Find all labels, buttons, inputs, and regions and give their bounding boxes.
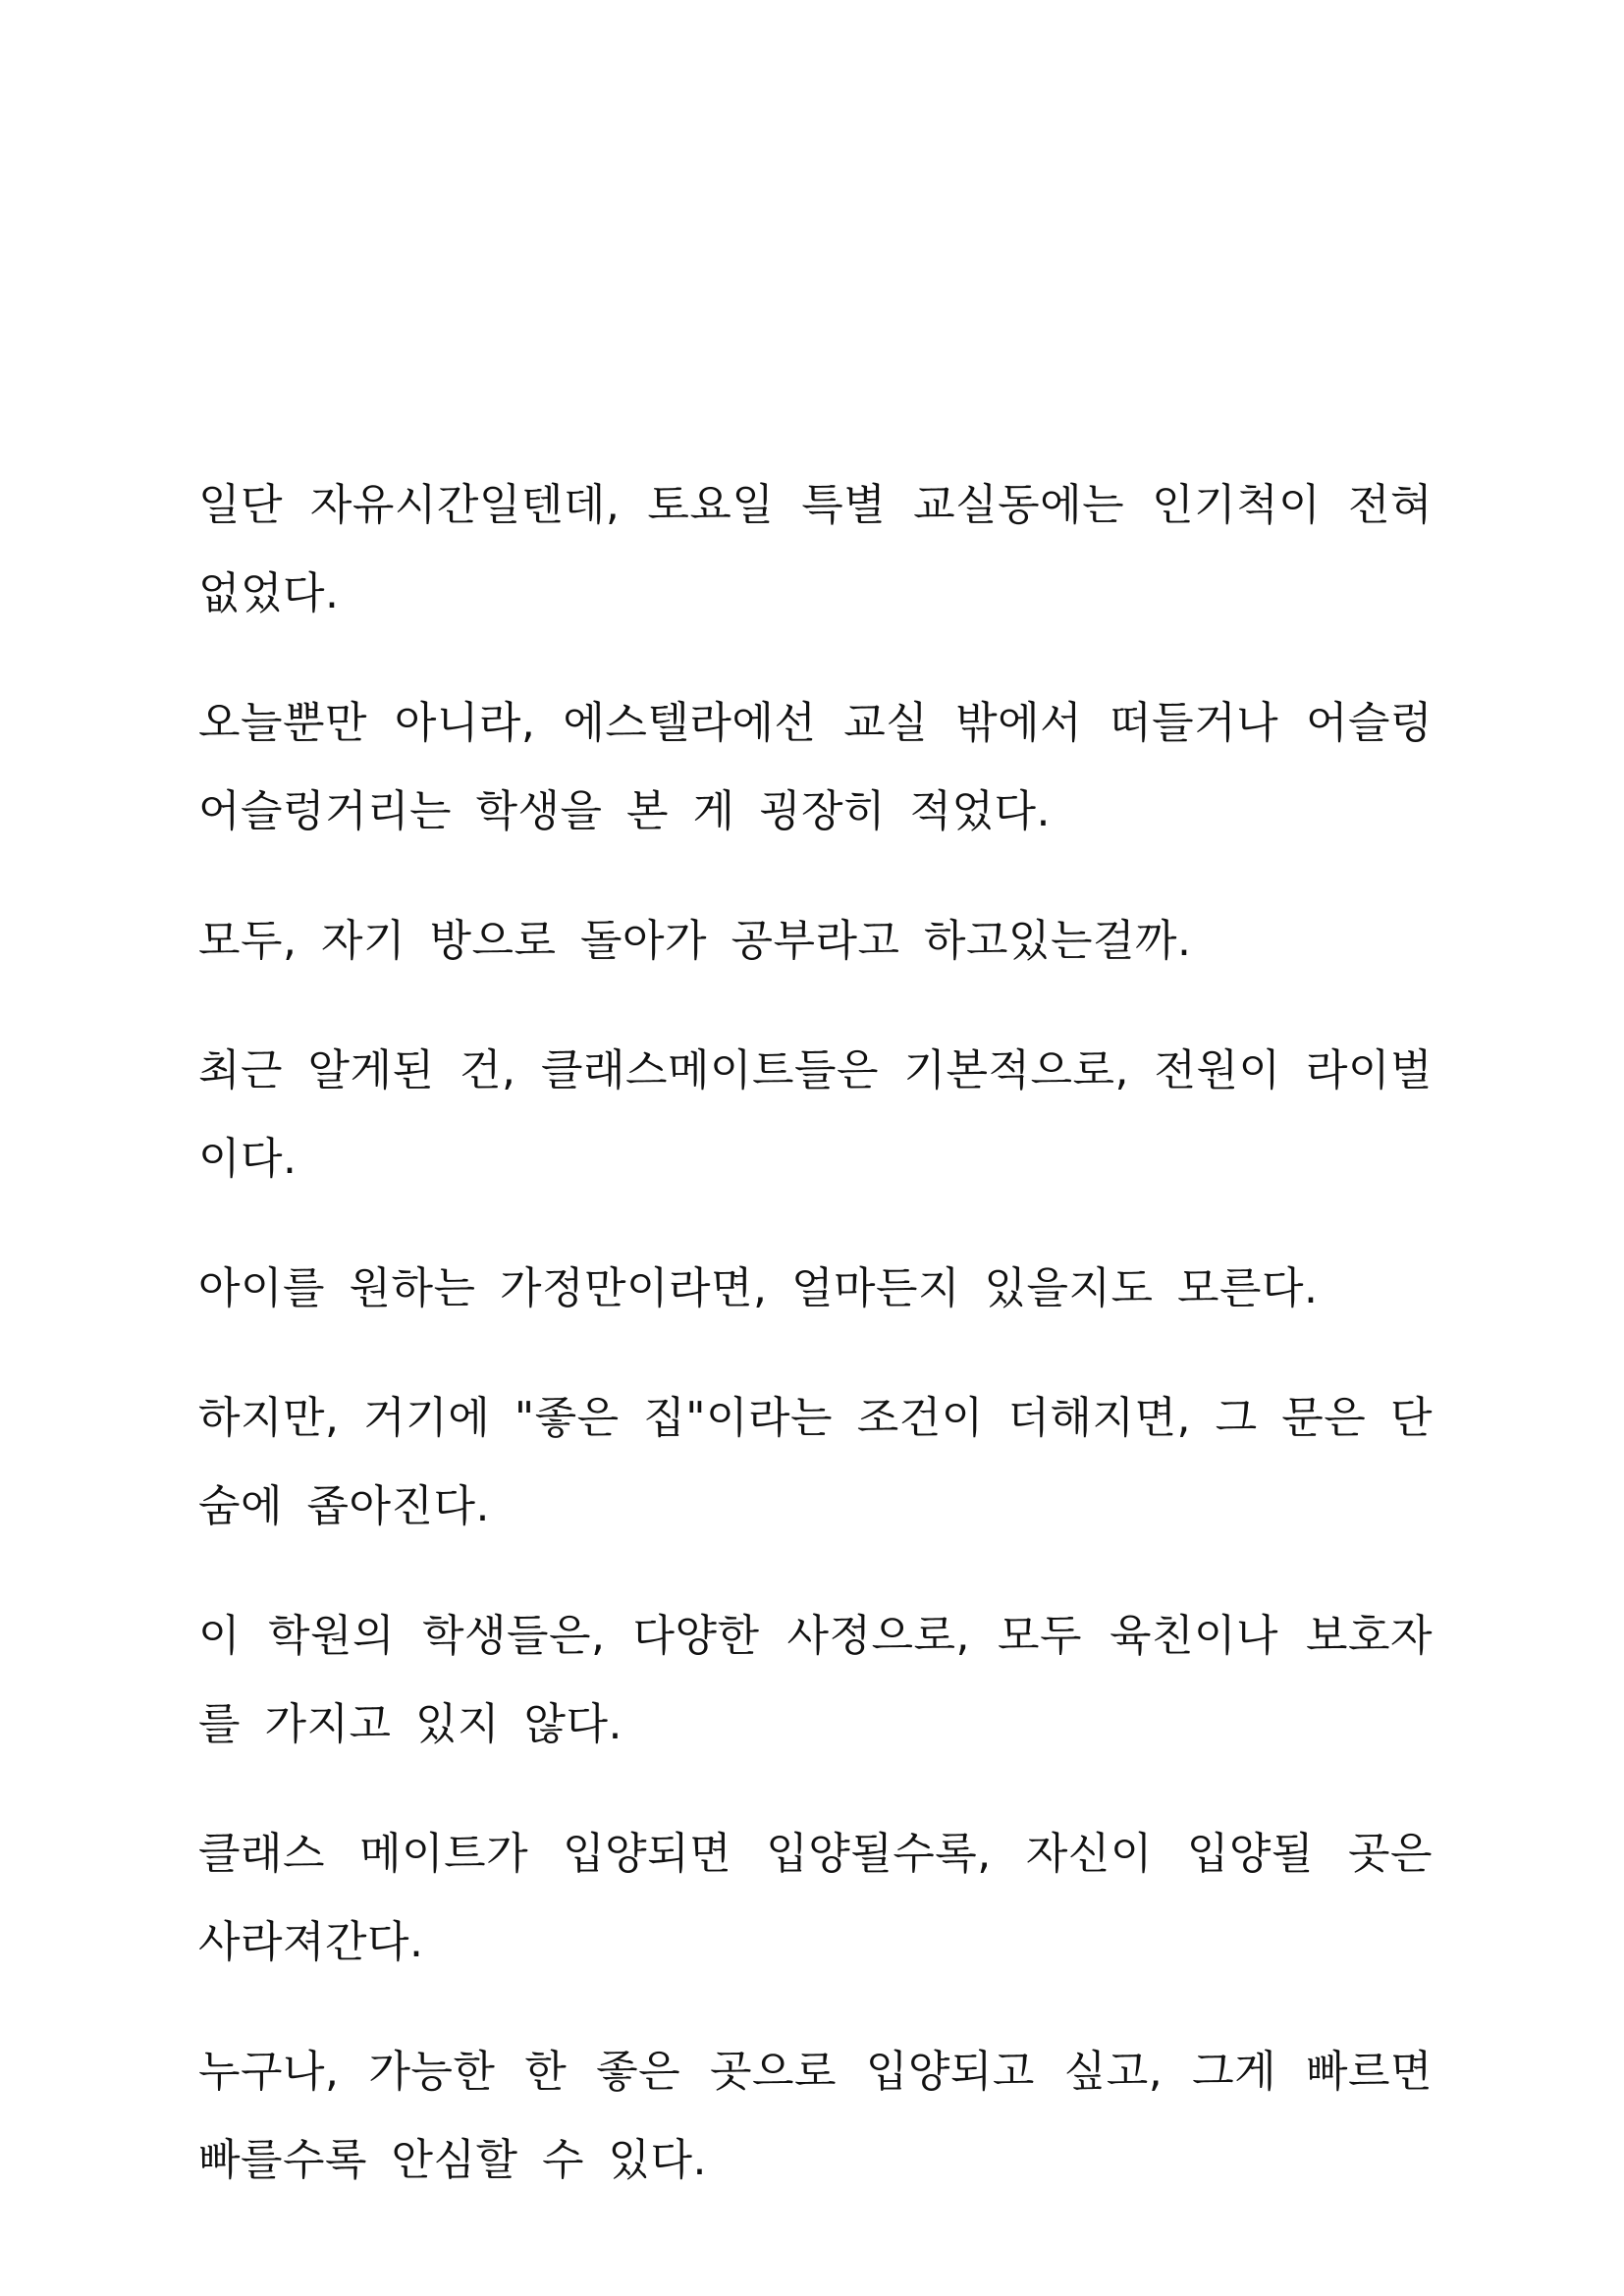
paragraph-4: 최근 알게된 건, 클래스메이트들은 기본적으로, 전원이 라이벌이다. — [198, 1045, 1433, 1184]
paragraph-9: 누구나, 가능한 한 좋은 곳으로 입양되고 싶고, 그게 빠르면 빠를수록 안심할 수 있다. — [198, 2047, 1433, 2185]
paragraph-6: 하지만, 거기에 "좋은 집"이라는 조건이 더해지면, 그 문은 단숨에 좁아진다. — [198, 1393, 1433, 1531]
paragraph-3: 모두, 자기 방으로 돌아가 공부라고 하고있는걸까. — [198, 916, 1192, 966]
paragraph-7: 이 학원의 학생들은, 다양한 사정으로, 모두 육친이나 보호자를 가지고 있지 않다. — [198, 1611, 1433, 1749]
paragraph-8: 클래스 메이트가 입양되면 입양될수록, 자신이 입양될 곳은 사라져간다. — [198, 1829, 1433, 1967]
paragraph-2: 오늘뿐만 아니라, 에스텔라에선 교실 밖에서 떠들거나 어슬렁어슬렁거리는 학생을 본 게 굉장히 적었다. — [198, 698, 1433, 836]
paragraph-1: 일단 자유시간일텐데, 토요일 특별 교실동에는 인기척이 전혀 없었다. — [198, 480, 1433, 618]
paragraph-5: 아이를 원하는 가정만이라면, 얼마든지 있을지도 모른다. — [198, 1263, 1319, 1313]
document-body — [198, 461, 1433, 2246]
